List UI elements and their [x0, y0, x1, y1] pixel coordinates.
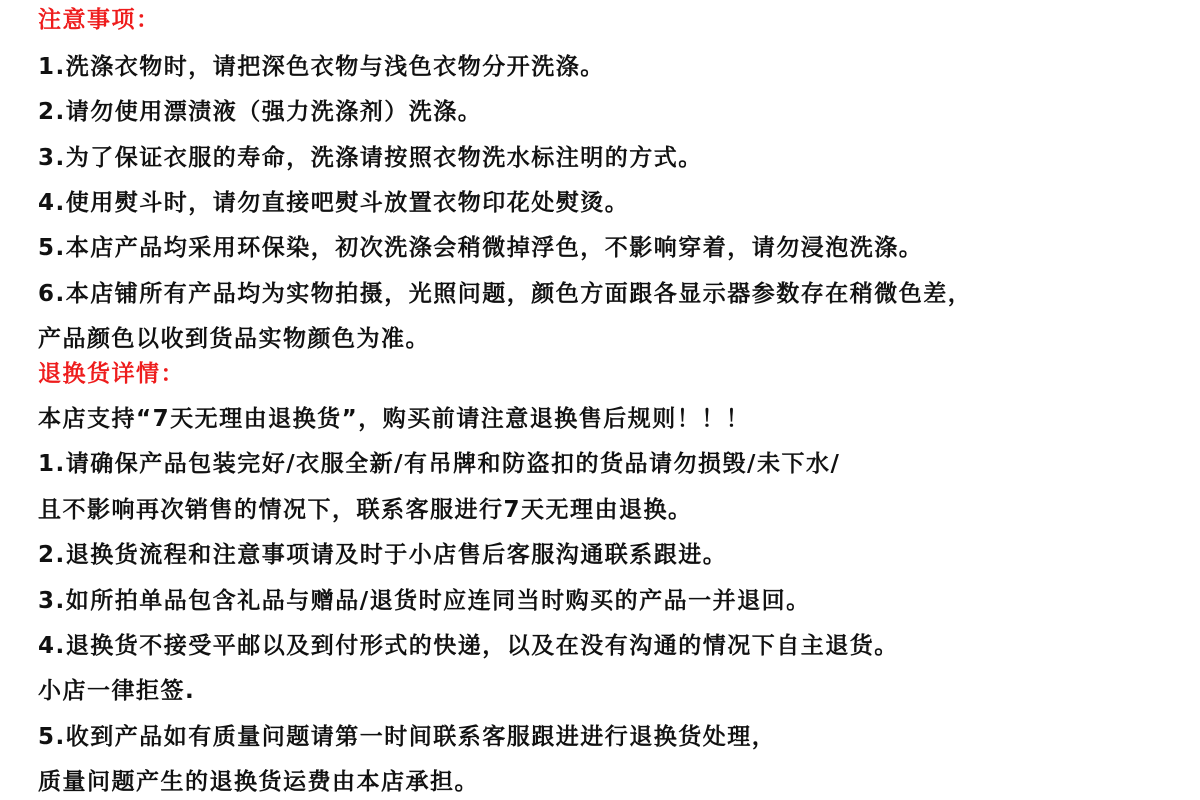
notes-item-1: 1.洗涤衣物时，请把深色衣物与浅色衣物分开洗涤。 [38, 54, 605, 80]
returns-item-4: 4.退换货不接受平邮以及到付形式的快递，以及在没有沟通的情况下自主退货。 [38, 633, 899, 659]
returns-intro: 本店支持“7天无理由退换货”，购买前请注意退换售后规则！！！ [38, 406, 751, 432]
returns-item-5-continued: 质量问题产生的退换货运费由本店承担。 [38, 769, 479, 795]
notes-heading: 注意事项： [38, 7, 161, 33]
returns-item-4-continued: 小店一律拒签. [38, 678, 196, 704]
notes-item-4: 4.使用熨斗时，请勿直接吧熨斗放置衣物印花处熨烫。 [38, 190, 630, 216]
returns-heading: 退换货详情： [38, 361, 185, 387]
notes-item-2: 2.请勿使用漂渍液（强力洗涤剂）洗涤。 [38, 99, 483, 125]
notes-item-5: 5.本店产品均采用环保染，初次洗涤会稍微掉浮色，不影响穿着，请勿浸泡洗涤。 [38, 235, 924, 261]
returns-item-3: 3.如所拍单品包含礼品与赠品/退货时应连同当时购买的产品一并退回。 [38, 588, 811, 614]
returns-item-5: 5.收到产品如有质量问题请第一时间联系客服跟进进行退换货处理， [38, 724, 777, 750]
notes-item-3: 3.为了保证衣服的寿命，洗涤请按照衣物洗水标注明的方式。 [38, 145, 703, 171]
notes-item-6-continued: 产品颜色以收到货品实物颜色为准。 [38, 326, 430, 352]
returns-item-1: 1.请确保产品包装完好/衣服全新/有吊牌和防盗扣的货品请勿损毁/未下水/ [38, 451, 841, 477]
returns-item-1-continued: 且不影响再次销售的情况下，联系客服进行7天无理由退换。 [38, 497, 693, 523]
returns-item-2: 2.退换货流程和注意事项请及时于小店售后客服沟通联系跟进。 [38, 542, 728, 568]
notes-item-6: 6.本店铺所有产品均为实物拍摄，光照问题，颜色方面跟各显示器参数存在稍微色差， [38, 281, 973, 307]
